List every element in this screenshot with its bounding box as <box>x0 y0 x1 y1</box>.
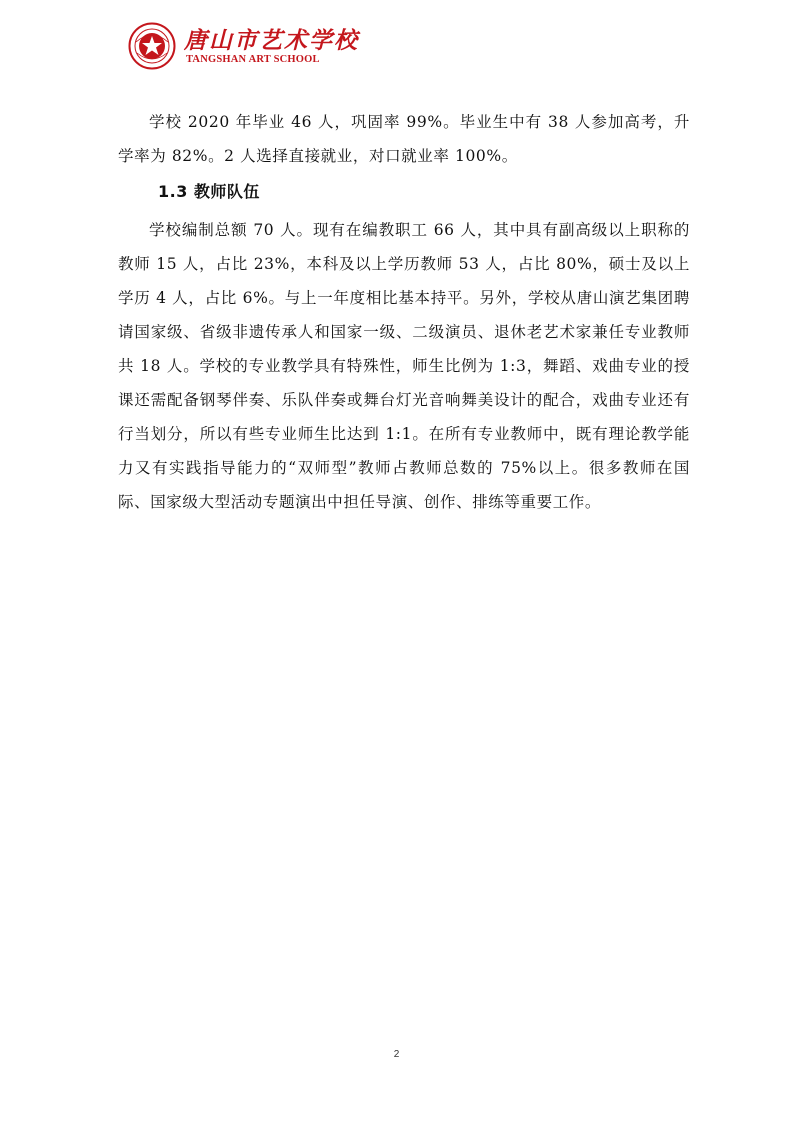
paragraph-graduates: 学校 2020 年毕业 46 人，巩固率 99%。毕业生中有 38 人参加高考，升学率为 82%。2 人选择直接就业，对口就业率 100%。 <box>118 113 690 165</box>
school-seal-icon <box>128 22 176 70</box>
section-heading: 1.3 教师队伍 <box>158 182 260 201</box>
paragraph-teachers: 学校编制总额 70 人。现有在编教职工 66 人，其中具有副高级以上职称的教师 15 人，占比 23%，本科及以上学历教师 53 人，占比 80%，硕士及以上学历 4 人，占比 6%。与上一年度相比基本持平。另外，学校从唐山演艺集团聘请国家级、省级非遗传承人和国家一级、二级演员、退休老艺术家兼任专业教师共 18 人。学校的专业教学具有特殊性，师生比例为 1:3，舞蹈、戏曲专业的授课还需配备钢琴伴奏、乐队伴奏或舞台灯光音响舞美设计的配合，戏曲专业还有行当划分，所以有些专业师生比达到 1:1。在所有专业教师中，既有理论教学能力又有实践指导能力的“双师型”教师占教师总数的 75%以上。很多教师在国际、国家级大型活动专题演出中担任导演、创作、排练等重要工作。 <box>118 221 690 511</box>
page-number: 2 <box>393 1049 400 1060</box>
document-body <box>118 105 690 519</box>
school-header <box>128 16 358 74</box>
school-name-english: TANGSHAN ART SCHOOL <box>186 54 320 65</box>
school-name-chinese: 唐山市艺术学校 <box>184 27 359 54</box>
